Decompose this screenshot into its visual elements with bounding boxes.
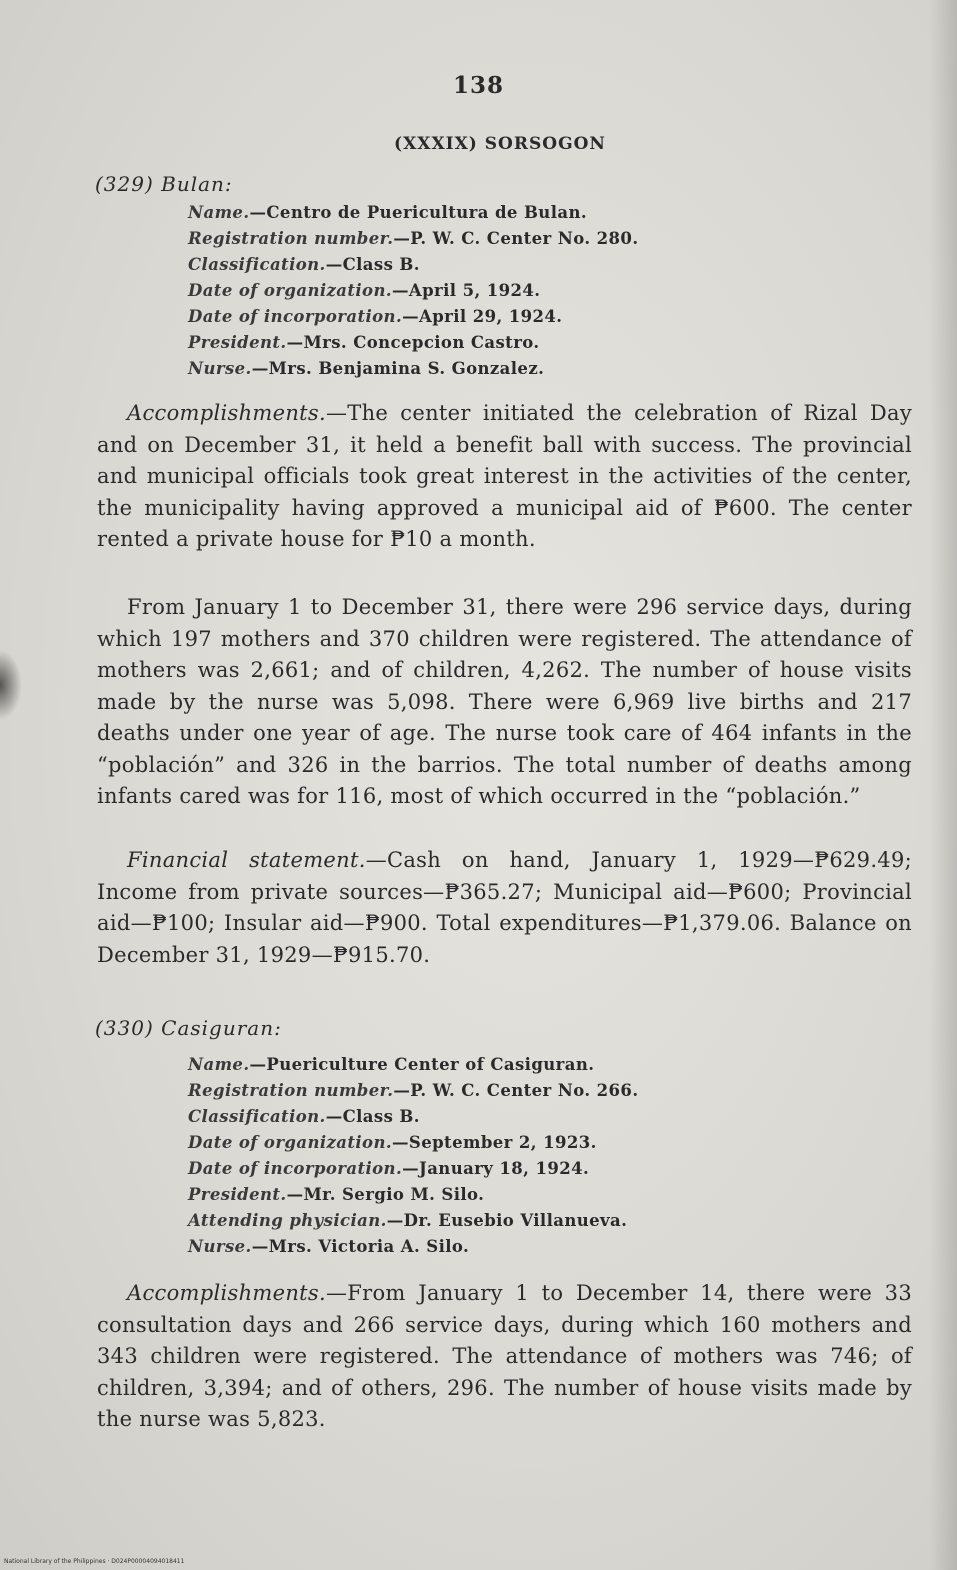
field-name: Name.—Puericulture Center of Casiguran. — [188, 1055, 595, 1074]
entry-heading-casiguran: (330) Casiguran: — [95, 1016, 282, 1040]
field-classification: Classification.—Class B. — [188, 1107, 420, 1126]
section-heading: (XXXIX) SORSOGON — [394, 134, 606, 154]
entry-fields-casiguran — [188, 1052, 638, 1260]
field-date-of-incorporation: Date of incorporation.—April 29, 1924. — [188, 307, 563, 326]
field-name: Name.—Centro de Puericultura de Bulan. — [188, 203, 587, 222]
field-president: President.—Mr. Sergio M. Silo. — [188, 1185, 485, 1204]
page-edge-shadow — [929, 0, 957, 1570]
field-classification: Classification.—Class B. — [188, 255, 420, 274]
field-president: President.—Mrs. Concepcion Castro. — [188, 333, 540, 352]
field-date-of-incorporation: Date of incorporation.—January 18, 1924. — [188, 1159, 590, 1178]
field-attending-physician: Attending physician.—Dr. Eusebio Villanueva. — [188, 1211, 628, 1230]
paragraph-accomplishments-casiguran: Accomplishments.—From January 1 to December 14, there were 33 consultation days and 266 service days, during which 160 mothers and 343 children were registered. The attendance of mothers was 746; of children, 3,394; and of others, 296. The number of house visits made by the nurse was 5,823. — [97, 1281, 912, 1431]
field-registration-number: Registration number.—P. W. C. Center No. 280. — [188, 229, 639, 248]
field-registration-number: Registration number.—P. W. C. Center No. 266. — [188, 1081, 639, 1100]
paragraph-accomplishments-bulan: Accomplishments.—The center initiated the celebration of Rizal Day and on December 31, it held a benefit ball with success. The provincial and municipal officials took great interest in the activities of the center, the municipality having approved a municipal aid of ₱600. The center rented a private house for ₱10 a month. — [97, 401, 912, 551]
scan-smudge — [0, 650, 22, 720]
field-nurse: Nurse.—Mrs. Benjamina S. Gonzalez. — [188, 359, 545, 378]
paragraph-statistics-bulan: From January 1 to December 31, there were 296 service days, during which 197 mothers and 370 children were registered. The attendance of mothers was 2,661; and of children, 4,262. The number of house visits made by the nurse was 5,098. There were 6,969 live births and 217 deaths under one year of age. The nurse took care of 464 infants in the “población” and 326 in the barrios. The total number of deaths among infants cared was for 116, most of which occurred in the “población.” — [97, 595, 912, 808]
field-nurse: Nurse.—Mrs. Victoria A. Silo. — [188, 1237, 470, 1256]
field-date-of-organization: Date of organization.—September 2, 1923. — [188, 1133, 597, 1152]
field-date-of-organization: Date of organization.—April 5, 1924. — [188, 281, 541, 300]
entry-heading-bulan: (329) Bulan: — [95, 172, 233, 196]
library-footer: National Library of the Philippines · D024P00004094018411 — [4, 1558, 185, 1565]
entry-fields-bulan — [188, 200, 638, 382]
paragraph-financial-statement-bulan: Financial statement.—Cash on hand, January 1, 1929—₱629.49; Income from private sources—₱365.27; Municipal aid—₱600; Provincial aid—₱100; Insular aid—₱900. Total expenditures—₱1,379.06. Balance on December 31, 1929—₱915.70. — [97, 848, 912, 967]
page-number: 138 — [452, 72, 504, 99]
